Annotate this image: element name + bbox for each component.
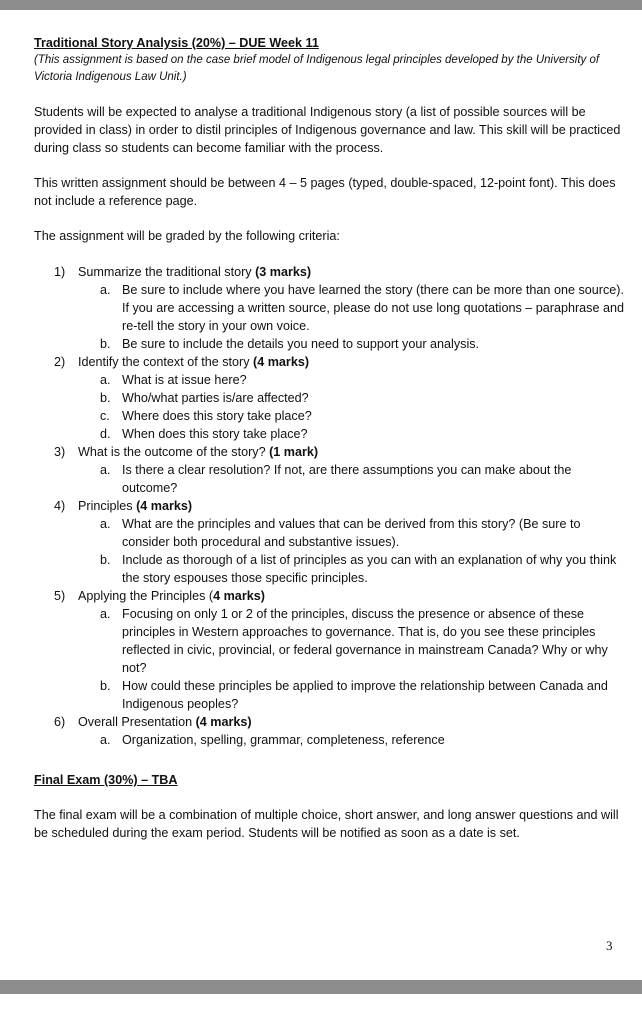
sub-text: Be sure to include the details you need to support your analysis. <box>122 337 480 351</box>
grading-intro: The assignment will be graded by the following criteria: <box>34 229 340 243</box>
criterion-marks: (3 marks) <box>255 265 312 279</box>
exam-heading: Final Exam (30%) – TBA <box>34 773 178 787</box>
criterion <box>34 353 624 443</box>
criterion-marks: (1 mark) <box>269 445 319 459</box>
criterion-text: Applying the Principles ( <box>78 589 214 603</box>
sub-text: Who/what parties is/are affected? <box>122 391 309 405</box>
sub-letter: a. <box>100 517 111 531</box>
sub-text: Be sure to include where you have learned the story (there can be more than one source). If you are accessing a written source, please do not use long quotations – paraphrase and re-tell the story in your own voice. <box>122 283 624 333</box>
criterion <box>34 587 624 713</box>
criterion-number: 2) <box>54 355 66 369</box>
sub-text: When does this story take place? <box>122 427 308 441</box>
sub-letter: b. <box>100 391 111 405</box>
criterion <box>34 713 624 749</box>
sub-text: Is there a clear resolution? If not, are there assumptions you can make about the outcome? <box>122 463 572 495</box>
page-number: 3 <box>606 938 613 953</box>
sub-text: Where does this story take place? <box>122 409 312 423</box>
top-bar <box>0 0 642 10</box>
sub-letter: b. <box>100 337 111 351</box>
criterion <box>34 497 624 587</box>
sub-letter: a. <box>100 463 111 477</box>
criterion-text: Identify the context of the story <box>78 355 254 369</box>
criteria-list <box>34 263 624 749</box>
criterion-marks: (4 marks) <box>195 715 252 729</box>
sub-text: Organization, spelling, grammar, completeness, reference <box>122 733 445 747</box>
criterion-text: Summarize the traditional story <box>78 265 256 279</box>
criterion-marks: (4 marks) <box>136 499 193 513</box>
sub-text: Include as thorough of a list of principles as you can with an explanation of why you think the story espouses those specific principles. <box>122 553 617 585</box>
criterion <box>34 443 624 497</box>
criterion-number: 5) <box>54 589 66 603</box>
assignment-description: Students will be expected to analyse a traditional Indigenous story (a list of possible sources will be provided in class) in order to distil principles of Indigenous governance and law. This skill will be practiced during class so students can become familiar with the process. <box>34 105 621 155</box>
sub-text: Focusing on only 1 or 2 of the principles, discuss the presence or absence of these principles in Western approaches to governance. That is, do you see these principles reflected in civic, provincial, or federal governance in mainstream Canada? Why or why not? <box>122 607 608 675</box>
sub-letter: a. <box>100 733 111 747</box>
sub-letter: a. <box>100 283 111 297</box>
sub-letter: a. <box>100 373 111 387</box>
sub-letter: b. <box>100 553 111 567</box>
criterion-text: Principles <box>78 499 137 513</box>
exam-description: The final exam will be a combination of multiple choice, short answer, and long answer questions and will be scheduled during the exam period. Students will be notified as soon as a date is set. <box>34 808 619 840</box>
criterion-text: What is the outcome of the story? <box>78 445 270 459</box>
bottom-bar <box>0 980 642 994</box>
criterion <box>34 263 624 353</box>
sub-text: How could these principles be applied to improve the relationship between Canada and Indigenous peoples? <box>122 679 608 711</box>
criterion-number: 6) <box>54 715 66 729</box>
sub-text: What are the principles and values that can be derived from this story? (Be sure to consider both procedural and substantive issues). <box>122 517 581 549</box>
criterion-number: 1) <box>54 265 66 279</box>
criterion-text: Overall Presentation <box>78 715 196 729</box>
criterion-marks: (4 marks) <box>253 355 310 369</box>
assignment-length: This written assignment should be between 4 – 5 pages (typed, double-spaced, 12-point font). This does not include a reference page. <box>34 176 616 208</box>
sub-letter: b. <box>100 679 111 693</box>
sub-letter: a. <box>100 607 111 621</box>
assignment-heading: Traditional Story Analysis (20%) – DUE Week 11 <box>34 36 319 50</box>
assignment-note: (This assignment is based on the case brief model of Indigenous legal principles developed by the University of Victoria Indigenous Law Unit.) <box>34 54 600 83</box>
criterion-marks: 4 marks) <box>213 589 265 603</box>
sub-letter: c. <box>100 409 110 423</box>
sub-text: What is at issue here? <box>122 373 247 387</box>
document-page <box>34 34 624 842</box>
sub-letter: d. <box>100 427 111 441</box>
criterion-number: 4) <box>54 499 66 513</box>
criterion-number: 3) <box>54 445 66 459</box>
